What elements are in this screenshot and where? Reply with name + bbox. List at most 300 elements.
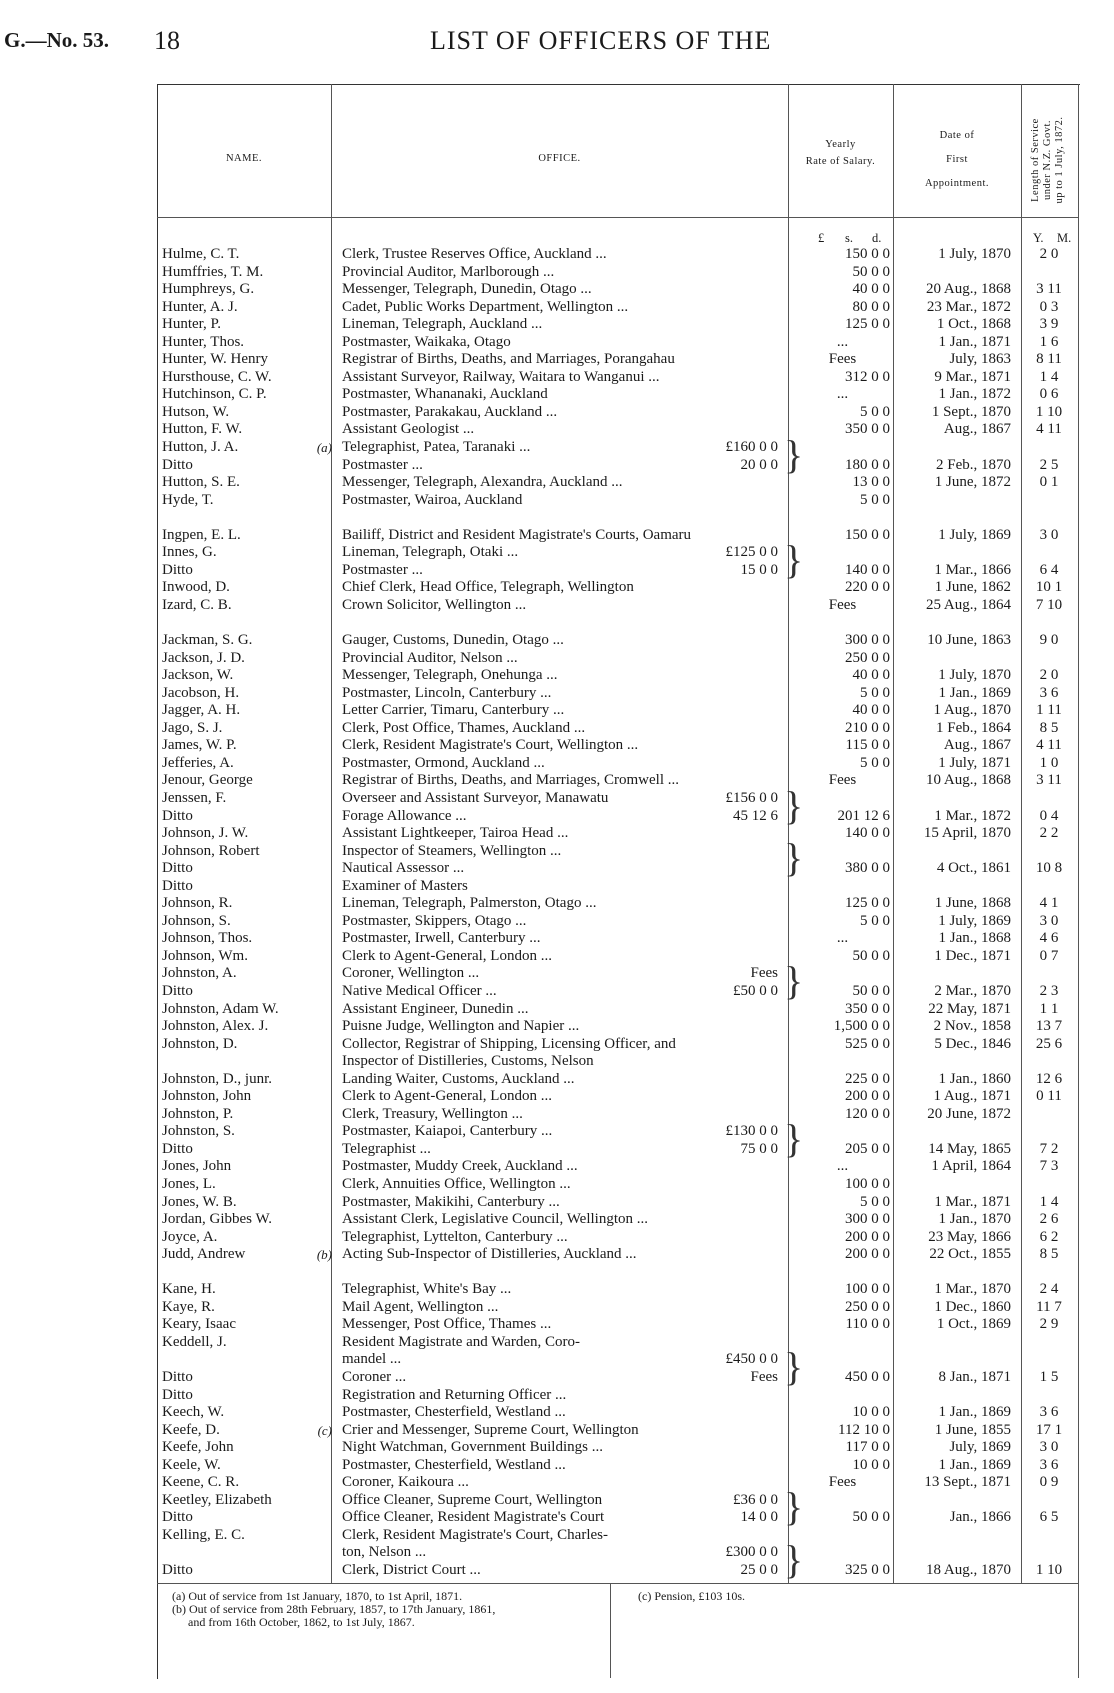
table-row xyxy=(0,755,1114,773)
grouping-brace: } xyxy=(784,1344,804,1389)
officer-name: Jefferies, A. xyxy=(162,754,234,771)
office-title: Nautical Assessor ... xyxy=(342,860,465,877)
length-of-service: 13 7 xyxy=(1035,1018,1063,1035)
officer-name: Ditto xyxy=(162,877,193,894)
sub-salary: 75 0 0 xyxy=(740,1140,778,1157)
footnotes-left xyxy=(172,1590,495,1629)
officer-name: Johnson, S. xyxy=(162,912,231,929)
length-of-service: 3 0 xyxy=(1039,526,1059,543)
length-of-service: 1 5 xyxy=(1039,1369,1059,1385)
office-title: Clerk to Agent-General, London ... xyxy=(342,1088,552,1105)
office-title: Cadet, Public Works Department, Wellington ... xyxy=(342,298,629,315)
table-row xyxy=(0,351,1114,369)
yearly-salary: 205 0 0 xyxy=(845,1140,890,1157)
appointment-date: 1 Aug., 1870 xyxy=(933,702,1011,719)
officer-name: Ingpen, E. L. xyxy=(162,526,241,543)
office-title: Postmaster, Muddy Creek, Auckland ... xyxy=(342,1158,578,1175)
length-of-service: 6 5 xyxy=(1039,1509,1059,1526)
grouping-brace: } xyxy=(784,835,804,881)
length-of-service: 2 4 xyxy=(1039,1281,1059,1298)
table-row xyxy=(0,1123,1114,1141)
office-title: Inspector of Steamers, Wellington ... xyxy=(342,842,562,859)
officer-name: Johnson, Thos. xyxy=(162,930,253,947)
officer-name: Johnson, J. W. xyxy=(162,825,249,842)
appointment-date: 1 Mar., 1870 xyxy=(934,1281,1011,1298)
unit-shillings: s. xyxy=(845,231,853,245)
sub-salary: £36 0 0 xyxy=(733,1491,778,1508)
office-title: Telegraphist, Patea, Taranaki ... xyxy=(342,439,531,456)
footnote-b-continued: and from 16th October, 1862, to 1st July, 1867. xyxy=(188,1615,415,1629)
appointment-date: 22 May, 1871 xyxy=(928,1000,1011,1017)
appointment-date: 1 Jan., 1869 xyxy=(938,684,1011,701)
table-row xyxy=(0,544,1114,562)
office-title: Postmaster, Chesterfield, Westland ... xyxy=(342,1404,566,1421)
unit-months: M. xyxy=(1057,231,1072,245)
table-row xyxy=(0,843,1114,861)
yearly-salary: 210 0 0 xyxy=(845,719,890,736)
office-title: Clerk, Resident Magistrate's Court, Wellington ... xyxy=(342,737,639,754)
appointment-date: 1 Jan., 1871 xyxy=(938,333,1011,350)
officer-name: Johnston, Adam W. xyxy=(162,1000,279,1017)
table-row xyxy=(0,650,1114,668)
yearly-salary: 350 0 0 xyxy=(845,1000,890,1017)
officer-name: Johnston, S. xyxy=(162,1123,235,1140)
appointment-date: 1 Aug., 1871 xyxy=(933,1088,1011,1105)
table-row xyxy=(0,1088,1114,1106)
section-gap xyxy=(0,614,1114,632)
office-title: Night Watchman, Government Buildings ... xyxy=(342,1439,603,1456)
office-title: Native Medical Officer ... xyxy=(342,982,497,999)
officer-name: James, W. P. xyxy=(162,737,237,754)
office-title: Assistant Geologist ... xyxy=(342,421,475,438)
appointment-date: 1 June, 1855 xyxy=(934,1421,1011,1438)
table-row xyxy=(0,913,1114,931)
yearly-salary: 140 0 0 xyxy=(845,825,890,842)
table-row xyxy=(0,1387,1114,1405)
length-of-service: 10 1 xyxy=(1035,579,1063,596)
table-row xyxy=(0,246,1114,264)
office-title: Landing Waiter, Customs, Auckland ... xyxy=(342,1070,575,1087)
length-of-service: 6 2 xyxy=(1039,1228,1059,1245)
officer-name: Hutton, S. E. xyxy=(162,474,240,491)
yearly-salary: 5 0 0 xyxy=(860,1193,890,1210)
appointment-date: 1 Feb., 1864 xyxy=(936,719,1011,736)
yearly-salary: 180 0 0 xyxy=(845,456,890,473)
yearly-salary: 250 0 0 xyxy=(845,649,890,666)
office-title: Registrar of Births, Deaths, and Marriages, Porangahau xyxy=(342,351,675,368)
office-title: Inspector of Distilleries, Customs, Nelson xyxy=(342,1053,594,1070)
officer-name: Johnston, D., junr. xyxy=(162,1070,273,1087)
table-row xyxy=(0,1457,1114,1475)
officer-name: Johnson, R. xyxy=(162,895,233,912)
table-row xyxy=(0,878,1114,896)
column-header-office: OFFICE. xyxy=(538,153,581,164)
appointment-date: 1 Oct., 1869 xyxy=(936,1316,1011,1333)
officer-name: Jones, L. xyxy=(162,1175,216,1192)
office-title: Postmaster ... xyxy=(342,561,423,578)
appointment-date: 1 Mar., 1872 xyxy=(934,807,1011,824)
office-title: Chief Clerk, Head Office, Telegraph, Wellington xyxy=(342,579,634,596)
officer-name: Izard, C. B. xyxy=(162,596,232,613)
grouping-brace: } xyxy=(784,536,804,582)
appointment-date: 1 June, 1868 xyxy=(934,895,1011,912)
table-row xyxy=(0,1001,1114,1019)
length-of-service: 1 0 xyxy=(1039,754,1059,771)
length-of-service: 2 2 xyxy=(1039,825,1059,842)
table-row xyxy=(0,1176,1114,1194)
table-row xyxy=(0,930,1114,948)
office-title: Telegraphist, Lyttelton, Canterbury ... xyxy=(342,1228,568,1245)
officer-name: Ditto xyxy=(162,1509,193,1526)
appointment-date: 1 Dec., 1871 xyxy=(934,947,1011,964)
length-of-service: 8 11 xyxy=(1036,351,1062,368)
yearly-salary: 50 0 0 xyxy=(852,263,890,280)
footnote-a: (a) Out of service from 1st January, 1870, to 1st April, 1871. xyxy=(172,1589,463,1603)
table-row xyxy=(0,1439,1114,1457)
yearly-salary: ... xyxy=(836,1158,849,1175)
appointment-date: 1 July, 1870 xyxy=(938,667,1011,684)
appointment-date: 1 Dec., 1860 xyxy=(934,1298,1011,1315)
grouping-brace: } xyxy=(784,1484,804,1530)
table-row xyxy=(0,1246,1114,1264)
sub-salary: £125 0 0 xyxy=(725,544,778,561)
yearly-salary: Fees xyxy=(828,772,857,789)
table-row xyxy=(0,720,1114,738)
appointment-date: 5 Dec., 1846 xyxy=(934,1035,1011,1052)
appointment-date: 2 Mar., 1870 xyxy=(934,982,1011,999)
yearly-salary: 200 0 0 xyxy=(845,1088,890,1105)
grouping-brace: } xyxy=(784,1537,804,1583)
page-title: LIST OF OFFICERS OF THE xyxy=(430,26,772,55)
yearly-salary: ... xyxy=(836,386,849,403)
unit-pounds: £ xyxy=(818,231,825,245)
page-header xyxy=(0,22,1114,62)
table-row xyxy=(0,597,1114,615)
officer-list xyxy=(0,246,1114,1583)
length-of-service: 2 6 xyxy=(1039,1211,1059,1228)
table-row xyxy=(0,737,1114,755)
appointment-date: 13 Sept., 1871 xyxy=(924,1474,1011,1491)
header-rule xyxy=(157,217,1079,218)
office-title: Office Cleaner, Resident Magistrate's Court xyxy=(342,1509,605,1526)
length-of-service: 2 9 xyxy=(1039,1316,1059,1333)
office-title: Coroner, Wellington ... xyxy=(342,965,480,982)
officer-name: Johnston, D. xyxy=(162,1035,238,1052)
unit-years: Y. xyxy=(1033,231,1044,245)
yearly-salary: 1,500 0 0 xyxy=(833,1018,890,1035)
officer-name: Keech, W. xyxy=(162,1404,225,1421)
office-title: Clerk, Resident Magistrate's Court, Charles- xyxy=(342,1526,608,1543)
appointment-date: 1 Jan., 1869 xyxy=(938,1404,1011,1421)
length-of-service: 3 6 xyxy=(1039,684,1059,701)
yearly-salary: 200 0 0 xyxy=(845,1246,890,1263)
office-title: Provincial Auditor, Nelson ... xyxy=(342,649,518,666)
length-of-service: 8 5 xyxy=(1039,719,1059,736)
yearly-salary: 350 0 0 xyxy=(845,421,890,438)
sub-salary: £300 0 0 xyxy=(725,1544,778,1561)
yearly-salary: 50 0 0 xyxy=(852,1509,890,1526)
sub-salary: £450 0 0 xyxy=(725,1351,778,1368)
officer-name: Keetley, Elizabeth xyxy=(162,1491,272,1508)
officer-name: Inwood, D. xyxy=(162,579,230,596)
officer-name: Johnston, P. xyxy=(162,1105,234,1122)
office-title: Lineman, Telegraph, Palmerston, Otago ... xyxy=(342,895,597,912)
table-row xyxy=(0,948,1114,966)
table-row xyxy=(0,1334,1114,1352)
office-title: Messenger, Telegraph, Onehunga ... xyxy=(342,667,558,684)
yearly-salary: 300 0 0 xyxy=(845,1211,890,1228)
office-title: Mail Agent, Wellington ... xyxy=(342,1298,499,1315)
table-row xyxy=(0,369,1114,387)
footnote-c: (c) Pension, £103 10s. xyxy=(638,1589,745,1603)
appointment-date: 1 Mar., 1866 xyxy=(934,561,1011,578)
length-of-service: 1 6 xyxy=(1039,333,1059,350)
length-of-service: 0 11 xyxy=(1036,1088,1062,1105)
table-row xyxy=(0,492,1114,510)
yearly-salary: 312 0 0 xyxy=(845,368,890,385)
appointment-date: 9 Mar., 1871 xyxy=(934,368,1011,385)
table-row xyxy=(0,965,1114,983)
officer-name: Keefe, John xyxy=(162,1439,234,1456)
officer-name: Innes, G. xyxy=(162,544,217,561)
office-title: Messenger, Telegraph, Dunedin, Otago ... xyxy=(342,281,592,298)
yearly-salary: 300 0 0 xyxy=(845,632,890,649)
office-title: Forage Allowance ... xyxy=(342,807,467,824)
yearly-salary: 150 0 0 xyxy=(845,246,890,262)
date-header-line: Date of xyxy=(939,130,975,141)
yearly-salary: ... xyxy=(836,930,849,947)
sub-salary: 15 0 0 xyxy=(740,561,778,578)
office-title: Provincial Auditor, Marlborough ... xyxy=(342,263,555,280)
office-title: Postmaster, Wairoa, Auckland xyxy=(342,491,523,508)
footnote-b: (b) Out of service from 28th February, 1857, to 17th January, 1861, xyxy=(172,1602,496,1616)
officer-name: Hutton, J. A. xyxy=(162,439,239,456)
office-title: Postmaster, Lincoln, Canterbury ... xyxy=(342,684,552,701)
yearly-salary: 200 0 0 xyxy=(845,1228,890,1245)
appointment-date: Aug., 1867 xyxy=(943,737,1011,754)
officer-name: Humffries, T. M. xyxy=(162,263,264,280)
yearly-salary: 380 0 0 xyxy=(845,860,890,877)
table-row xyxy=(0,1474,1114,1492)
office-title: Postmaster, Parakakau, Auckland ... xyxy=(342,403,558,420)
length-of-service: 2 0 xyxy=(1039,667,1059,684)
yearly-salary: 80 0 0 xyxy=(852,298,890,315)
length-of-service: 1 10 xyxy=(1035,1562,1063,1579)
office-title: Postmaster ... xyxy=(342,456,423,473)
officer-name: Keele, W. xyxy=(162,1456,221,1473)
table-row xyxy=(0,299,1114,317)
office-title: Postmaster, Chesterfield, Westland ... xyxy=(342,1456,566,1473)
yearly-salary: 110 0 0 xyxy=(845,1316,890,1333)
length-of-service: 3 6 xyxy=(1039,1404,1059,1421)
length-of-service: 0 3 xyxy=(1039,298,1059,315)
yearly-salary: 13 0 0 xyxy=(852,474,890,491)
office-title: Telegraphist, White's Bay ... xyxy=(342,1281,512,1298)
office-title: Crown Solicitor, Wellington ... xyxy=(342,596,527,613)
yearly-salary: 50 0 0 xyxy=(852,947,890,964)
date-header-line: First xyxy=(946,154,968,165)
officer-name: Jenour, George xyxy=(162,772,253,789)
yearly-salary: 10 0 0 xyxy=(852,1404,890,1421)
table-row xyxy=(0,772,1114,790)
officer-name: Hulme, C. T. xyxy=(162,246,240,262)
length-of-service: 3 0 xyxy=(1039,912,1059,929)
office-title: Lineman, Telegraph, Auckland ... xyxy=(342,316,543,333)
length-of-service: 25 6 xyxy=(1035,1035,1063,1052)
officer-name: Joyce, A. xyxy=(162,1228,218,1245)
yearly-salary: 40 0 0 xyxy=(852,667,890,684)
officer-name: Hutchinson, C. P. xyxy=(162,386,267,403)
length-of-service: 2 3 xyxy=(1039,982,1059,999)
appointment-date: 10 Aug., 1868 xyxy=(925,772,1011,789)
yearly-salary: 112 10 0 xyxy=(838,1421,890,1438)
officer-name: Keefe, D. xyxy=(162,1421,220,1438)
service-header-line: up to 1 July, 1872. xyxy=(1054,116,1065,204)
length-of-service: 1 4 xyxy=(1039,1193,1059,1210)
office-title: Assistant Engineer, Dunedin ... xyxy=(342,1000,529,1017)
footnote-rule xyxy=(157,1583,1079,1584)
yearly-salary: 525 0 0 xyxy=(845,1035,890,1052)
appointment-date: 2 Nov., 1858 xyxy=(933,1018,1011,1035)
column-header-name: NAME. xyxy=(225,153,263,164)
table-row xyxy=(0,1422,1114,1440)
appointment-date: Aug., 1867 xyxy=(943,421,1011,438)
officer-name: Jagger, A. H. xyxy=(162,702,241,719)
office-title: Telegraphist ... xyxy=(342,1140,431,1157)
appointment-date: 2 Feb., 1870 xyxy=(936,456,1011,473)
table-row xyxy=(0,439,1114,457)
appointment-date: 1 Oct., 1868 xyxy=(936,316,1011,333)
officer-name: Jackson, W. xyxy=(162,667,234,684)
yearly-salary: 225 0 0 xyxy=(845,1070,890,1087)
officer-name: Jackson, J. D. xyxy=(162,649,245,666)
yearly-salary: 125 0 0 xyxy=(845,895,890,912)
officer-name: Jago, S. J. xyxy=(162,719,223,736)
yearly-salary: 120 0 0 xyxy=(845,1105,890,1122)
officer-name: Judd, Andrew xyxy=(162,1246,246,1263)
officer-name: Ditto xyxy=(162,1140,193,1157)
length-of-service: 1 4 xyxy=(1039,368,1059,385)
officer-name: Ditto xyxy=(162,1562,193,1579)
length-of-service: 7 10 xyxy=(1035,596,1063,613)
appointment-date: 1 Jan., 1870 xyxy=(938,1211,1011,1228)
date-header-line: Appointment. xyxy=(924,178,990,189)
table-row xyxy=(0,1492,1114,1510)
column-header-salary xyxy=(788,136,893,170)
table-row xyxy=(0,527,1114,545)
office-title: ton, Nelson ... xyxy=(342,1544,427,1561)
appointment-date: 1 Jan., 1872 xyxy=(938,386,1011,403)
office-title: Clerk, Post Office, Thames, Auckland ... xyxy=(342,719,586,736)
length-of-service: 3 11 xyxy=(1036,281,1062,298)
appointment-date: July, 1869 xyxy=(949,1439,1011,1456)
office-title: Postmaster, Makikihi, Canterbury ... xyxy=(342,1193,560,1210)
appointment-date: 1 Mar., 1871 xyxy=(934,1193,1011,1210)
section-gap xyxy=(0,1264,1114,1282)
yearly-salary: 450 0 0 xyxy=(845,1369,890,1385)
appointment-date: 14 May, 1865 xyxy=(928,1140,1011,1157)
appointment-date: 1 July, 1869 xyxy=(938,912,1011,929)
table-row xyxy=(0,316,1114,334)
section-gap xyxy=(0,509,1114,527)
length-of-service: 2 0 xyxy=(1039,246,1059,262)
table-row xyxy=(0,579,1114,597)
yearly-salary: Fees xyxy=(828,596,857,613)
length-of-service: 3 0 xyxy=(1039,1439,1059,1456)
office-title: Resident Magistrate and Warden, Coro- xyxy=(342,1333,581,1350)
officer-name: Jacobson, H. xyxy=(162,684,240,701)
length-of-service: 0 6 xyxy=(1039,386,1059,403)
office-title: Examiner of Masters xyxy=(342,877,468,894)
table-row xyxy=(0,1316,1114,1334)
officer-name: Johnston, John xyxy=(162,1088,252,1105)
length-of-service: 10 8 xyxy=(1035,860,1063,877)
officer-name: Johnson, Wm. xyxy=(162,947,248,964)
appointment-date: 1 June, 1872 xyxy=(934,474,1011,491)
yearly-salary: Fees xyxy=(828,1474,857,1491)
page-number: 18 xyxy=(154,26,180,55)
yearly-salary: 220 0 0 xyxy=(845,579,890,596)
officer-name: Hunter, P. xyxy=(162,316,221,333)
length-of-service: 9 0 xyxy=(1039,632,1059,649)
table-row xyxy=(0,1158,1114,1176)
service-header-line: Length of Service xyxy=(1030,118,1041,202)
length-of-service: 4 11 xyxy=(1036,737,1062,754)
office-title: Postmaster, Kaiapoi, Canterbury ... xyxy=(342,1123,553,1140)
yearly-salary: 5 0 0 xyxy=(860,684,890,701)
officer-name: Jordan, Gibbes W. xyxy=(162,1211,272,1228)
office-title: Puisne Judge, Wellington and Napier ... xyxy=(342,1018,580,1035)
appointment-date: 20 Aug., 1868 xyxy=(925,281,1011,298)
length-of-service: 4 11 xyxy=(1036,421,1062,438)
table-row xyxy=(0,1299,1114,1317)
footnote-divider xyxy=(610,1583,611,1678)
length-of-service: 0 4 xyxy=(1039,807,1059,824)
office-title: Crier and Messenger, Supreme Court, Wellington xyxy=(342,1421,639,1438)
office-title: Letter Carrier, Timaru, Canterbury ... xyxy=(342,702,565,719)
office-title: Messenger, Telegraph, Alexandra, Auckland ... xyxy=(342,474,623,491)
yearly-salary: 250 0 0 xyxy=(845,1298,890,1315)
table-row xyxy=(0,386,1114,404)
table-row xyxy=(0,632,1114,650)
office-title: mandel ... xyxy=(342,1351,402,1368)
table-row xyxy=(0,1106,1114,1124)
appointment-date: 23 May, 1866 xyxy=(928,1228,1011,1245)
length-of-service: 12 6 xyxy=(1035,1070,1063,1087)
officer-name: Ditto xyxy=(162,807,193,824)
officer-name: Keary, Isaac xyxy=(162,1316,236,1333)
office-title: Postmaster, Ormond, Auckland ... xyxy=(342,754,545,771)
table-row xyxy=(0,1229,1114,1247)
office-title: Gauger, Customs, Dunedin, Otago ... xyxy=(342,632,564,649)
table-row xyxy=(0,1544,1114,1562)
officer-name: Hunter, Thos. xyxy=(162,333,245,350)
officer-name: Johnston, A. xyxy=(162,965,237,982)
appointment-date: 8 Jan., 1871 xyxy=(938,1369,1011,1385)
table-row xyxy=(0,1053,1114,1071)
table-row xyxy=(0,421,1114,439)
table-row xyxy=(0,281,1114,299)
office-title: Lineman, Telegraph, Otaki ... xyxy=(342,544,519,561)
officer-name: Ditto xyxy=(162,982,193,999)
yearly-salary: 325 0 0 xyxy=(845,1562,890,1579)
table-row xyxy=(0,1071,1114,1089)
table-row xyxy=(0,895,1114,913)
office-title: Coroner ... xyxy=(342,1369,407,1385)
sub-salary: £130 0 0 xyxy=(725,1123,778,1140)
table-row xyxy=(0,1194,1114,1212)
office-title: Coroner, Kaikoura ... xyxy=(342,1474,469,1491)
